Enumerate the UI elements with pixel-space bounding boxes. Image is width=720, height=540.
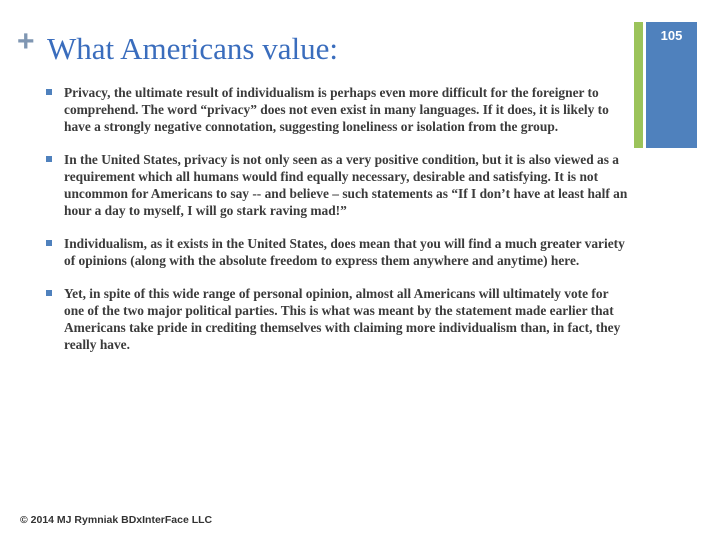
bullet-item: [46, 235, 630, 269]
bullet-text: Individualism, as it exists in the United States, does mean that you will find a much greater variety of opinions (along with the absolute freedom to express them anywhere and anytime) here.: [64, 236, 625, 268]
bullet-item: [46, 151, 630, 219]
square-bullet-icon: [46, 89, 52, 95]
page-number: 105: [660, 28, 683, 43]
green-accent-bar: [634, 22, 643, 148]
square-bullet-icon: [46, 290, 52, 296]
bullet-item: [46, 285, 630, 353]
bullet-list: [46, 84, 630, 369]
bullet-text: Yet, in spite of this wide range of personal opinion, almost all Americans will ultimately vote for one of the two major political parties. This is what was meant by the statement made earlier that Americans take pride in crediting themselves with claiming more individualism than, in fact, they really have.: [64, 286, 621, 352]
square-bullet-icon: [46, 156, 52, 162]
bullet-text: In the United States, privacy is not only seen as a very positive condition, but it is also viewed as a requirement which all humans would find equally necessary, desirable and satisfying. It is not uncommon for Americans to say -- and believe – such statements as “If I don’t have at least half an hour a day to myself, I will go stark raving mad!”: [64, 152, 628, 218]
plus-icon: +: [17, 25, 35, 58]
bullet-item: [46, 84, 630, 135]
copyright-footer: © 2014 MJ Rymniak BDxInterFace LLC: [20, 514, 213, 526]
square-bullet-icon: [46, 240, 52, 246]
slide-title: What Americans value:: [47, 31, 338, 66]
bullet-text: Privacy, the ultimate result of individualism is perhaps even more difficult for the foreigner to comprehend. The word “privacy” does not even exist in many languages. If it does, it is likely to have a strongly negative connotation, suggesting loneliness or isolation from the group.: [64, 85, 609, 134]
